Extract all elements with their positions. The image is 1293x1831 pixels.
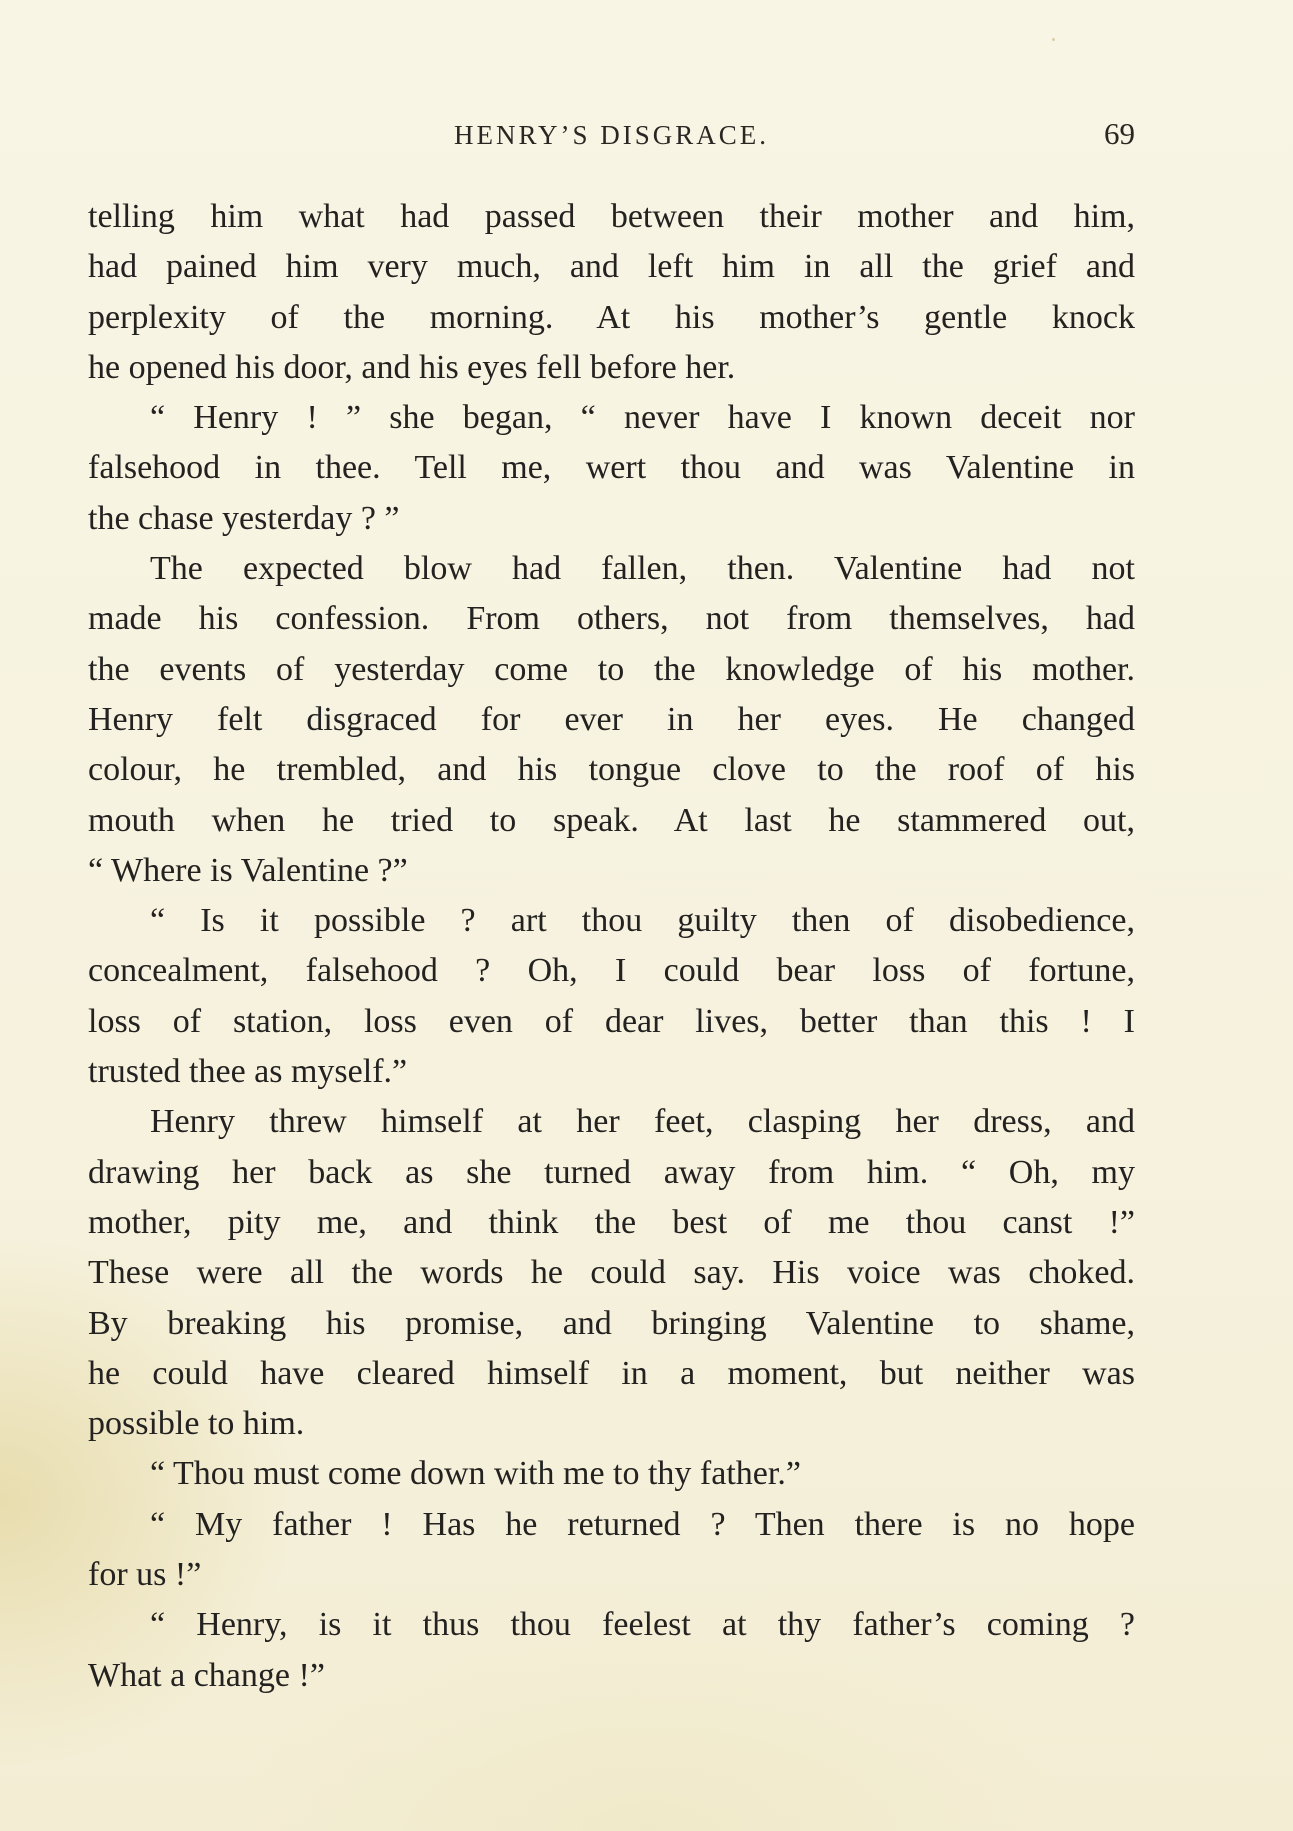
text-line: loss of station, loss even of dear lives, better than this ! I bbox=[88, 1002, 1135, 1040]
text-line: “ Henry, is it thus thou feelest at thy father’s coming ? bbox=[150, 1606, 1135, 1644]
text-line: “ My father ! Has he returned ? Then there is no hope bbox=[150, 1505, 1135, 1543]
text-line: telling him what had passed between their mother and him, bbox=[88, 198, 1135, 235]
body-text bbox=[88, 192, 1135, 1701]
text-line: had pained him very much, and left him in all the grief and bbox=[88, 248, 1135, 286]
text-line: drawing her back as she turned away from him. “ Oh, my bbox=[88, 1153, 1135, 1191]
running-title: HENRY’S DISGRACE. bbox=[453, 120, 770, 150]
text-line: the chase yesterday ? ” bbox=[88, 499, 400, 537]
text-line: These were all the words he could say. His voice was choked. bbox=[88, 1254, 1135, 1292]
text-line: Henry threw himself at her feet, clasping her dress, and bbox=[150, 1103, 1135, 1141]
text-line: Henry felt disgraced for ever in her eyes. He changed bbox=[88, 700, 1135, 738]
text-line: The expected blow had fallen, then. Valentine had not bbox=[150, 550, 1135, 588]
page-number: 69 bbox=[1104, 116, 1135, 151]
text-line: for us !” bbox=[88, 1556, 202, 1594]
text-line: trusted thee as myself.” bbox=[88, 1053, 408, 1091]
text-line: By breaking his promise, and bringing Valentine to shame, bbox=[88, 1304, 1135, 1342]
text-line: mother, pity me, and think the best of me thou canst !” bbox=[88, 1203, 1135, 1241]
text-line: perplexity of the morning. At his mother’s gentle knock bbox=[88, 298, 1135, 336]
text-line: colour, he trembled, and his tongue clove to the roof of his bbox=[88, 751, 1135, 789]
text-line: he could have cleared himself in a moment, but neither was bbox=[88, 1354, 1135, 1392]
text-line: he opened his door, and his eyes fell before her. bbox=[88, 348, 736, 386]
page-header bbox=[88, 112, 1135, 162]
text-line: concealment, falsehood ? Oh, I could bear loss of fortune, bbox=[88, 952, 1135, 990]
text-line: falsehood in thee. Tell me, wert thou and was Valentine in bbox=[88, 449, 1135, 487]
text-line: mouth when he tried to speak. At last he stammered out, bbox=[88, 801, 1135, 839]
paper-speck bbox=[1052, 38, 1055, 41]
text-line: “ Thou must come down with me to thy father.” bbox=[150, 1455, 801, 1493]
text-line: “ Where is Valentine ?” bbox=[88, 851, 408, 889]
text-line: What a change !” bbox=[88, 1656, 325, 1694]
text-line: the events of yesterday come to the knowledge of his mother. bbox=[88, 650, 1135, 688]
text-line: possible to him. bbox=[88, 1405, 305, 1443]
text-line: “ Is it possible ? art thou guilty then of disobedience, bbox=[150, 902, 1135, 940]
text-line: “ Henry ! ” she began, “ never have I known deceit nor bbox=[150, 399, 1135, 437]
text-line: made his confession. From others, not from themselves, had bbox=[88, 600, 1135, 638]
